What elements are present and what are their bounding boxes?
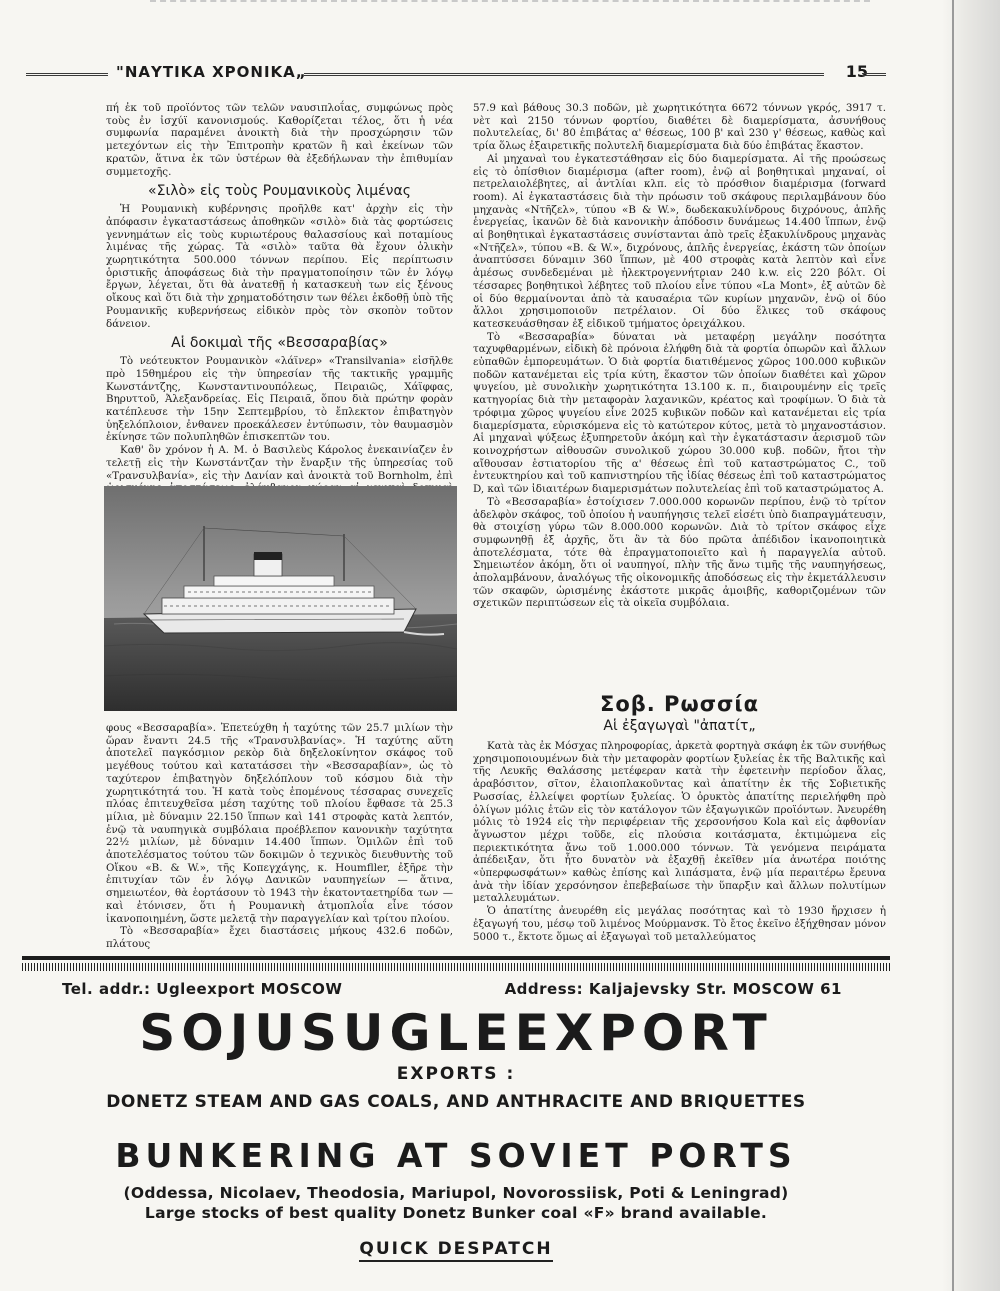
apatite-paragraph-1: Κατὰ τὰς ἐκ Μόσχας πληροφορίας, ἀρκετὰ φορτηγὰ σκάφη ἐκ τῶν συνήθως χρησιμοποιουμένων διὰ τὴν μεταφορὰν φορτίων ξυλείας ἐκ τῆς Βαλτικῆς καὶ τῆς Λευκῆς Θαλάσσης μετέφεραν κατὰ τὴν ἐφετεινὴν περίοδον ἅλας, ἀραβόσιτον, σῖτον, ἐλαιοπλακοῦντας καὶ ἀπατίτην ἐκ τῆς Σοβιετικῆς Ρωσσίας, ἐλλείψει φορτίων ξυλείας. Ὁ ὀρυκτὸς ἀπατίτης περιελήφθη πρὸ ὀλίγων μόλις ἐτῶν εἰς τὸν κατάλογον τῶν ἐξαγωγικῶν προϊόντων. Ἀνευρέθη μόλις τὸ 1924 εἰς τὴν περιφέρειαν τῆς χερσονήσου Kola καὶ εἰς ἀφθονίαν ἄγνωστον μέχρι τοῦδε, εἰς πλούσια κοιτάσματα, ἐκτιμώμενα εἰς περιεκτικότητα ἄνω τοῦ 1.000.000 τόννων. Τὰ γενόμενα πειράματα ἀπέδειξαν, ὅτι ἦτο δυνατὸν νὰ ἐξαχθῇ ἐκεῖθεν μία ἀνωτέρα ποιότης «ὑπερφωσφάτων» καθὼς ἐπίσης καὶ λιπάσματα, ἐνῷ μία περαιτέρω ἔρευνα ἀνὰ τὴν ἰδίαν χερσόνησον ἐπεβεβαίωσε τὴν ὕπαρξιν καὶ ἄλλων πολυτίμων μεταλλευμάτων. xyxy=(473,740,886,905)
trials-paragraph-1: Τὸ νεότευκτον Ρουμανικὸν «λάϊνερ» «Transilvania» εἰσῆλθε πρὸ 15θημέρου εἰς τὴν ὑπηρεσίαν τῆς τακτικῆς γραμμῆς Κωνστάντζης, Κωνσταντινουπόλεως, Πειραιῶς, Χάϊφφας, Βηρυττοῦ, Ἀλεξανδρείας. Εἰς Πειραιᾶ, ὅπου διὰ πρώτην φορὰν κατέπλευσε τὴν 15ην Σεπτεμβρίου, τὸ ἔπλεκτον ἐπιβατηγὸν ὑηξελόπλοιον, ἐνθανεν προεκάλεσεν ἐντύπωσιν, τὸν θαυμασμὸν ἐκίνησε τῶν πολυπληθῶν ἐπισκεπτῶν του. xyxy=(106,355,453,444)
address-value: Kaljajevsky Str. MOSCOW 61 xyxy=(588,980,842,998)
apatite-paragraph-2: Ὁ ἀπατίτης ἀνευρέθη εἰς μεγάλας ποσότητας καὶ τὸ 1930 ἤρχισεν ἡ ἐξαγωγή του, μέσῳ τοῦ λιμένος Μούρμανσκ. Τὸ ἔτος ἐκεῖνο ἐξήχθησαν μόνον 5000 τ., ἔκτοτε ὅμως αἱ ἐξαγωγαὶ τοῦ μεταλλεύματος xyxy=(473,905,886,943)
address-label: Address: xyxy=(504,980,584,998)
quick-despatch-text: QUICK DESPATCH xyxy=(359,1239,552,1262)
advert-ports: (Oddessa, Nicolaev, Theodosia, Mariupol, Novorossiisk, Poti & Leningrad) xyxy=(123,1184,789,1202)
ship-cargo-text: Τὸ «Βεσσαραβία» δύναται νὰ μεταφέρῃ μεγάλην ποσότητα ταχυφθαρμένων, εἰδικὴ δὲ πρόνοια ἐλήφθη διὰ τὰ φορτία ὀπωρῶν καὶ ἄλλων εὐπαθῶν ἐμπορευμάτων. Ὁ διὰ φορτία διατιθέμενος χῶρος 100.000 κυβικῶν ποδῶν κατανέμεται εἰς τρία κύτη, ἕκαστον τῶν ὁποίων διαθέτει καὶ χῶρον ψυγείου, μὲ συνολικὴν χωρητικότητα 13.100 κ. π., διαιρουμένην εἰς τρεῖς κατηγορίας διὰ τὴν μεταφορὰν λαχανικῶν, κρέατος καὶ τροφίμων. Ὁ διὰ τὰ τρόφιμα χῶρος ψυγείου εἶνε 2025 κυβικῶν ποδῶν καὶ κατανέμεται εἰς τρία διαμερίσματα, εὑρισκόμενα εἰς τὸ κατώτερον κύτος, μετὰ τὸ μηχανοστάσιον. Αἱ μηχαναὶ ψύξεως ἐξυπηρετοῦν ἀκόμη καὶ τὴν ἐγκατάστασιν ἀερισμοῦ τῶν κοινοχρήστων αἰθουσῶν συνολικοῦ χώρου 30.000 κυβ. ποδῶν, ἤτοι τὴν αἴθουσαν ἑστιατορίου τῆς α' θέσεως ἐπὶ τοῦ καταστρώματος C., τοῦ ἐντευκτηρίου καὶ τοῦ καπνιστηρίου τῆς ἰδίας θέσεως ἐπὶ τοῦ καταστρώματος D, καὶ τῶν ἰδιαιτέρων διαμερισμάτων πολυτελείας ἐπὶ τοῦ καταστρώματος Α. xyxy=(473,330,886,496)
ship-illustration xyxy=(104,486,457,711)
column-left-bottom xyxy=(106,722,453,951)
postal-address xyxy=(505,980,842,998)
page-number: 15 xyxy=(845,62,868,81)
ship-dimensions-text: 57.9 καὶ βάθους 30.3 ποδῶν, μὲ χωρητικότητα 6672 τόννων γκρός, 3917 τ. νὲτ καὶ 2150 τόννων φορτίου, διαθέτει δὲ διαμερίσματα, ἀσυνήθους πολυτελείας, δι' 80 ἐπιβάτας α' θέσεως, 100 β' καὶ 230 γ' θέσεως, καθὼς καὶ τρία ὅλως ἐξαιρετικῆς πολυτελῆ διαμερίσματα διὰ δύο ἐπιβάτας ἕκαστον. xyxy=(473,102,886,153)
advert-exports: EXPORTS : xyxy=(396,1064,516,1084)
trials-heading: Αἱ δοκιμαὶ τῆς «Βεσσαραβίας» xyxy=(171,335,388,352)
tel-label: Tel. addr.: xyxy=(62,980,151,998)
header-rule-right xyxy=(862,73,886,76)
header-rule-middle xyxy=(304,73,824,76)
advert-coals: DONETZ STEAM AND GAS COALS, AND ANTHRACITE AND BRIQUETTES xyxy=(106,1092,806,1112)
trials-paragraph-2: Καθ' ὃν χρόνον ἡ Α. Μ. ὁ Βασιλεὺς Κάρολος ἐνεκαινίαζεν ἐν τελετῇ εἰς τὴν Κωνστάντζαν τὴν ἔναρξιν τῆς ὑπηρεσίας τοῦ «Τρανσυλβανία», εἰς τὴν Δανίαν καὶ ἀνοικτὰ τοῦ Bornholm, ἐπὶ xyxy=(106,444,453,482)
header-rule-left xyxy=(26,73,108,76)
column-right-bottom xyxy=(473,686,886,943)
ship-engines-text: Αἱ μηχαναὶ του ἐγκατεστάθησαν εἰς δύο διαμερίσματα. Αἱ τῆς προώσεως εἰς τὸ ὀπίσθιον διαμέρισμα (after room), ἐνῷ αἱ βοηθητικαὶ μηχαναί, οἱ πετρελαιολέβητες, αἱ ἀντλίαι κλπ. εἰς τὸ πρόσθιον διαμέρισμα (forward room). Αἱ ἐγκαταστάσεις διὰ τὴν πρόωσιν τοῦ σκάφους περιλαμβάνουν δύο μηχανὰς «Ντῆζελ», τύπου «Β & W.», δωδεκακυλίνδρους διχρόνους, ἁπλῆς ἐνεργείας, ἱκανῶν δὲ διὰ κανονικὴν ἀπόδοσιν δυνάμεως 14.400 ἵππων, ἐνῷ αἱ βοηθητικαὶ ἐγκαταστάσεις συνίστανται ἀπὸ τρεῖς ἑξακυλίνδρους μηχανὰς «Ντῆζελ», τύπου «Β. & W.», διχρόνους, ἁπλῆς ἐνεργείας, ἑκάστη τῶν ὁποίων ἀναπτύσσει δύναμιν 360 ἵππων, μὲ 400 στροφὰς κατὰ λεπτὸν καὶ εἶνε ἀμέσως συνδεδεμέναι μὲ ἠλεκτρογεννήτριαν 240 k.w. εἰς 220 βόλτ. Οἱ τέσσαρες βοηθητικοὶ λέβητες τοῦ πλοίου εἶνε τύπου «La Mont», ἐξ αὐτῶν δὲ οἱ δύο θερμαίνονται ἀπὸ τὰ καυσαέρια τῶν κυρίων μηχανῶν, ἐνῷ οἱ δύο ἄλλοι χρησιμοποιοῦν πετρέλαιον. Οἱ δύο ἕλικες τοῦ σκάφους κατεσκευάσθησαν ἐξ εἰδικοῦ τμήματος ὀρειχάλκου. xyxy=(473,152,886,330)
advert-quick-despatch xyxy=(22,1239,890,1259)
page-binding-shadow xyxy=(942,0,1000,1291)
advert-hatch-top xyxy=(22,963,890,971)
advert-brand: SOJUSUGLEEXPORT xyxy=(139,1004,773,1062)
ship-photo xyxy=(104,486,457,711)
trials-dimensions: Τὸ «Βεσσαραβία» ἔχει διαστάσεις μήκους 432.6 ποδῶν, πλάτους xyxy=(106,925,453,950)
telegraph-address xyxy=(62,980,342,998)
article-intro-text: πή ἐκ τοῦ προϊόντος τῶν τελῶν ναυσιπλοΐας, συμφώνως πρὸς τοὺς ἐν ἰσχύϊ κανονισμούς. Καθορίζεται τέλος, ὅτι ἡ νέα συμφωνία παραμένει ἀνοικτὴ διὰ τὴν προσχώρησιν τῶν μετεχόντων εἰς τὴν Ἐπιτροπὴν κρατῶν ἢ καὶ ἐκείνων τῶν κρατῶν, ἅτινα ἐκ τῶν ὑστέρων θὰ ἐξεδήλωναν τὴν ἐπιθυμίαν συμμετοχῆς. xyxy=(106,102,453,178)
ship-cost-text: Τὸ «Βεσσαραβία» ἐστοίχισεν 7.000.000 κορωνῶν περίπου, ἐνῷ τὸ τρίτον ἀδελφὸν σκάφος, τοῦ ὁποίου ἡ ναυπήγησις τελεῖ εἰσέτι ὑπὸ διαπραγμάτευσιν, θὰ στοιχίσῃ γύρω τῶν 8.000.000 κορωνῶν. Διὰ τὸ τρίτον σκάφος εἶχε συμφωνηθῇ ἐξ ἀρχῆς, ὅτι ἂν τὰ δύο πρῶτα ἀπέδιδον ἱκανοποιητικὰ ἀποτελέσματα, τότε θὰ ἐπραγματοποιεῖτο καὶ ἡ παραγγελία αὐτοῦ. Σημειωτέον ἀκόμη, ὅτι οἱ ναυπηγοί, πλὴν τῆς ἄνω τιμῆς τῆς ναυπηγήσεως, ἀπολαμβάνουν, ἀναλόγως τῆς οἰκονομικῆς ἀποδόσεως εἰς τὴν ἐκμετάλλευσιν τῶν σκαφῶν, ὡρισμένης ἑκάστοτε μικρᾶς ἀμοιβῆς, καθοριζομένων τῶν σχετικῶν περιπτώσεων εἰς τὰ οἰκεῖα συμβόλαια. xyxy=(473,495,886,610)
column-right-top xyxy=(473,102,886,610)
publication-title: "ΝΑΥΤΙΚΑ ΧΡΟΝΙΚΑ„ xyxy=(116,63,307,81)
russia-heading: Σοβ. Ρωσσία xyxy=(599,692,760,716)
apatite-heading: Αἱ ἐξαγωγαὶ "ἀπατίτ„ xyxy=(603,718,756,734)
trials-continuation: φους «Βεσσαραβία». Ἐπετεύχθη ἡ ταχύτης τῶν 25.7 μιλίων τὴν ὥραν ἔναντι 24.5 τῆς «Τρανσυλβανίας». Ἡ ταχύτης αὕτη ἀποτελεῖ παγκόσμιον ρεκὸρ διὰ δηξελοκίνητον σκάφος τοῦ μεγέθους τούτου καὶ κατατάσσει τὴν «Βεσσαραβίαν», ὡς τὸ ταχύτερον ἐπιβατηγὸν δηξελόπλουν τοῦ κόσμου διὰ τὴν χωρητικότητά του. Ἡ κατὰ τοὺς ἑπομένους τέσσαρας συνεχεῖς πλόας ἐπιτευχθεῖσα μέση ταχύτης τοῦ πλοίου ἔφθασε τὰ 25.3 μίλια, μὲ δύναμιν 22.150 ἵππων καὶ 141 στροφὰς κατὰ λεπτόν, ἐνῷ τὰ ναυπηγικὰ συμβόλαια προέβλεπον κανονικὴν ταχύτητα 22½ μιλίων, μὲ δύναμιν 14.400 ἵππων. Ὁμιλῶν ἐπὶ τοῦ ἀποτελέσματος τούτου τῶν δοκιμῶν ὁ τεχνικὸς διευθυντὴς τοῦ Οἴκου «Β. & W.», τῆς Κοπεγχάγης, κ. Houmfller, ἐξῆρε τὴν ἐπιτυχίαν τῶν ἐν λόγῳ Δανικῶν ναυπηγείων — ἅτινα, σημειωτέον, θὰ ἑορτάσουν τὸ 1943 τὴν ἑκατονταετηρίδα των — καὶ ἐτόνισεν, ὅτι ἡ Ρουμανικὴ ἀτμοπλοΐα εἶνε τόσον ἱκανοποιημένη, ὥστε μελετᾷ τὴν παραγγελίαν καὶ τρίτου πλοίου. xyxy=(106,722,453,925)
silo-text: Ἡ Ρουμανικὴ κυβέρνησις προῆλθε κατ' ἀρχὴν εἰς τὴν ἀπόφασιν ἐγκαταστάσεως ἀποθηκῶν «σιλὸ» διὰ τὰς φορτώσεις γεννημάτων εἰς τοὺς κυριωτέρους θαλασσίους καὶ ποταμίους λιμένας τῆς χώρας. Τὰ «σιλὸ» ταῦτα θὰ ἔχουν ὁλικὴν χωρητικότητα 500.000 τόννων περίπου. Εἰς περίπτωσιν ὁριστικῆς ἀποφάσεως διὰ τὴν πραγματοποίησιν τῶν ἐν λόγῳ ἔργων, λέγεται, ὅτι θὰ ἀνατεθῇ ἡ κατασκευὴ των εἰς ξένους οἴκους καὶ ὅτι διὰ τὴν χρηματοδότησιν των θέλει ἐκδοθῇ ὑπὸ τῆς Ρουμανικῆς κυβερνήσεως εἰδικὸν πρὸς τὸν σκοπὸν τοῦτον δάνειον. xyxy=(106,203,453,330)
advert-bunkering: BUNKERING AT SOVIET PORTS xyxy=(115,1136,797,1175)
sojusugleexport-advert xyxy=(22,956,890,1288)
advert-stocks: Large stocks of best quality Donetz Bunker coal «F» brand available. xyxy=(144,1204,768,1222)
scan-top-marks xyxy=(150,0,870,10)
tel-value: Ugleexport MOSCOW xyxy=(156,980,343,998)
binding-line xyxy=(952,0,954,1291)
silo-heading: «Σιλὸ» εἰς τοὺς Ρουμανικοὺς λιμένας xyxy=(148,183,411,200)
page-header xyxy=(26,62,886,84)
column-left-top xyxy=(106,102,453,508)
